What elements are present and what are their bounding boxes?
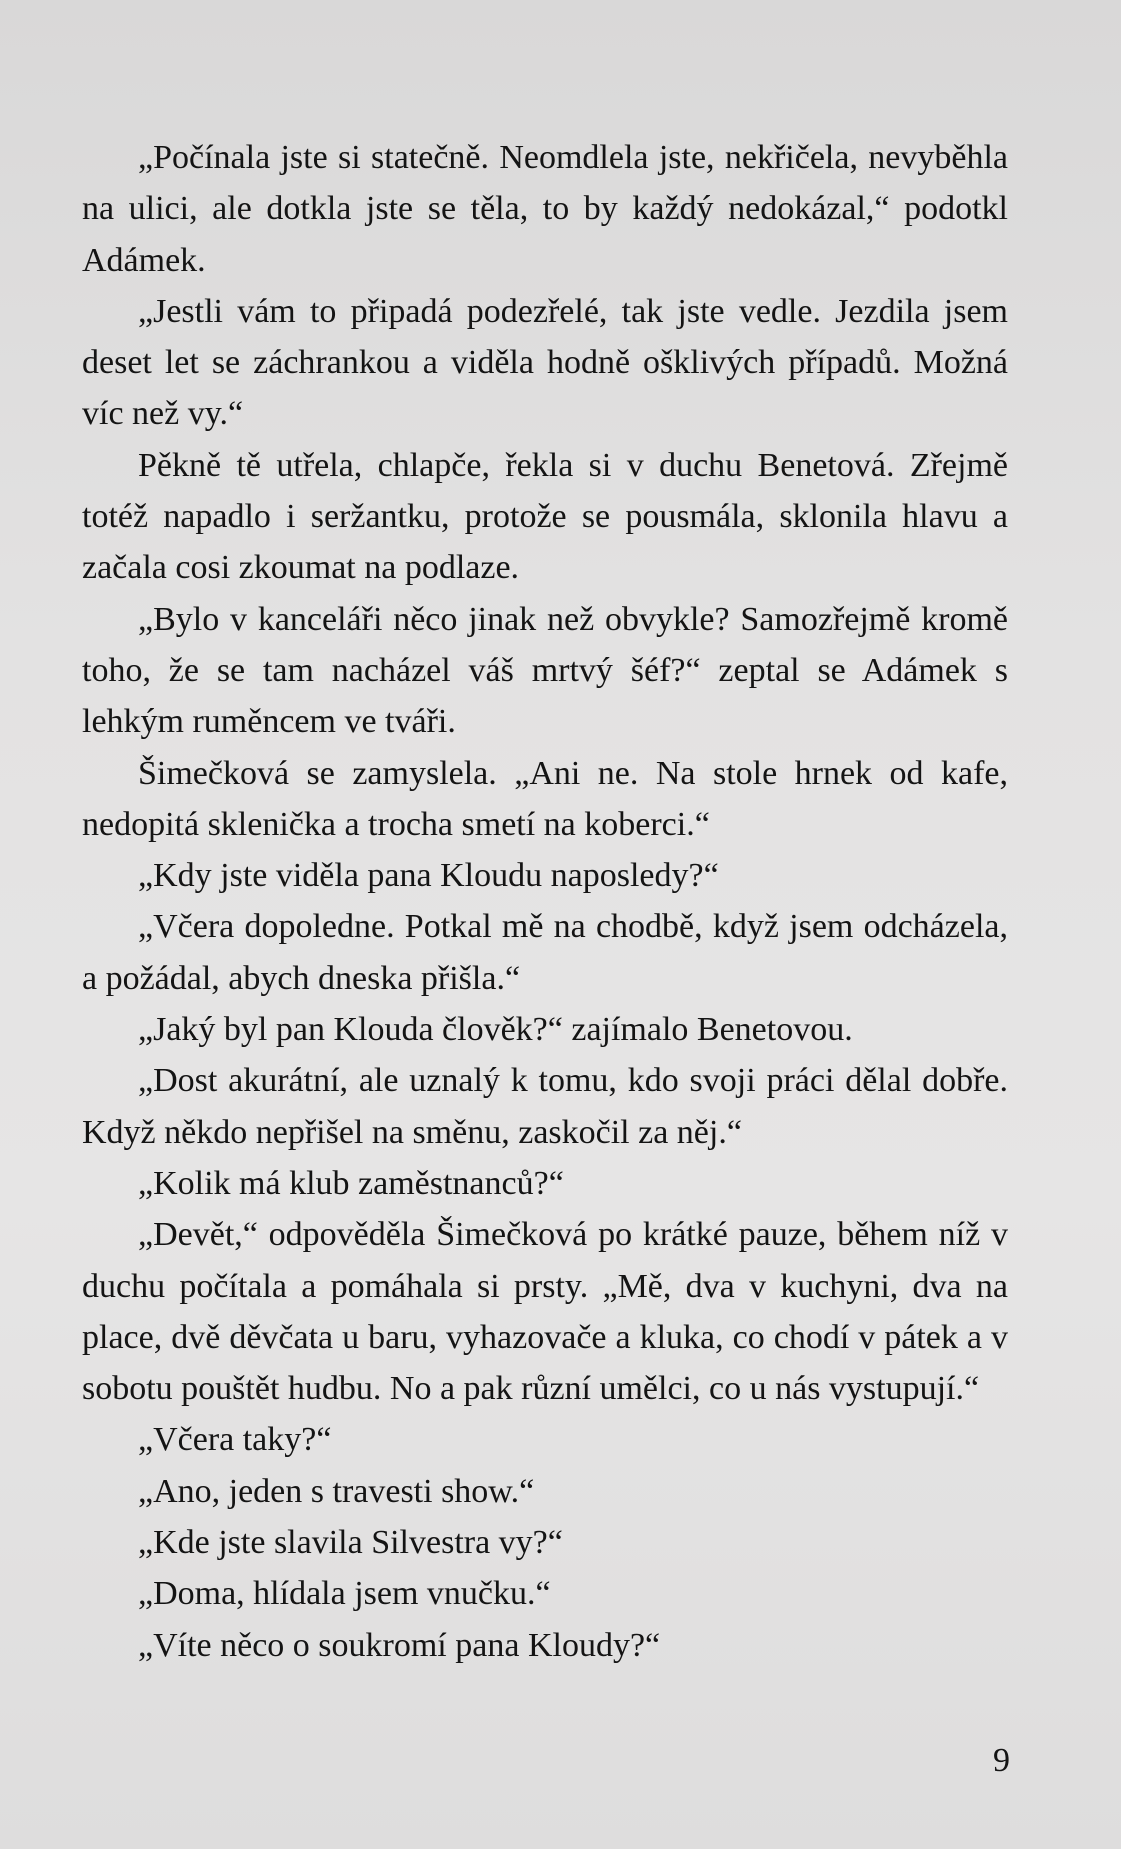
paragraph: „Ano, jeden s travesti show.“ — [138, 1472, 535, 1510]
page-number: 9 — [993, 1742, 1010, 1779]
paragraph: „Bylo v kanceláři něco jinak než obvykle? Samozřejmě kromě toho, že se tam nacházel váš mrtvý šéf?“ zeptal se Adámek s lehkým ruměncem ve tváři. — [82, 600, 1008, 741]
paragraph: „Kolik má klub zaměstnanců?“ — [138, 1164, 564, 1202]
paragraph: „Počínala jste si statečně. Neomdlela jste, nekřičela, nevyběhla na ulici, ale dotkla jste se těla, to by každý nedokázal,“ podotkl Adámek. — [82, 139, 1008, 279]
paragraph: „Včera dopoledne. Potkal mě na chodbě, když jsem odcházela, a požádal, abych dneska přišla.“ — [82, 908, 1008, 997]
paragraph: „Dost akurátní, ale uznalý k tomu, kdo svoji práci dělal dobře. Když někdo nepřišel na směnu, zaskočil za něj.“ — [82, 1062, 1008, 1151]
paragraph: Šimečková se zamyslela. „Ani ne. Na stole hrnek od kafe, nedopitá sklenička a trocha smetí na koberci.“ — [82, 754, 1008, 843]
body-text — [82, 132, 1008, 1671]
paragraph: „Jaký byl pan Klouda člověk?“ zajímalo Benetovou. — [138, 1011, 853, 1049]
paragraph: „Kde jste slavila Silvestra vy?“ — [138, 1524, 563, 1562]
paragraph: „Víte něco o soukromí pana Kloudy?“ — [138, 1626, 661, 1664]
paragraph: „Včera taky?“ — [138, 1421, 332, 1459]
paragraph: „Devět,“ odpověděla Šimečková po krátké pauze, během níž v duchu počítala a pomáhala si prsty. „Mě, dva v kuchyni, dva na place, dvě děvčata u baru, vyhazovače a kluka, co chodí v pátek a v sobotu pouštět hudbu. No a pak různí umělci, co u nás vystupují.“ — [82, 1216, 1008, 1408]
paragraph: „Kdy jste viděla pana Kloudu naposledy?“ — [138, 857, 719, 895]
paragraph: „Doma, hlídala jsem vnučku.“ — [138, 1575, 551, 1613]
paragraph: „Jestli vám to připadá podezřelé, tak jste vedle. Jezdila jsem deset let se záchrankou a viděla hodně ošklivých případů. Možná víc než vy.“ — [82, 292, 1008, 433]
paragraph: Pěkně tě utřela, chlapče, řekla si v duchu Benetová. Zřejmě totéž napadlo i seržantku, protože se pousmála, sklonila hlavu a začala cosi zkoumat na podlaze. — [82, 446, 1008, 587]
